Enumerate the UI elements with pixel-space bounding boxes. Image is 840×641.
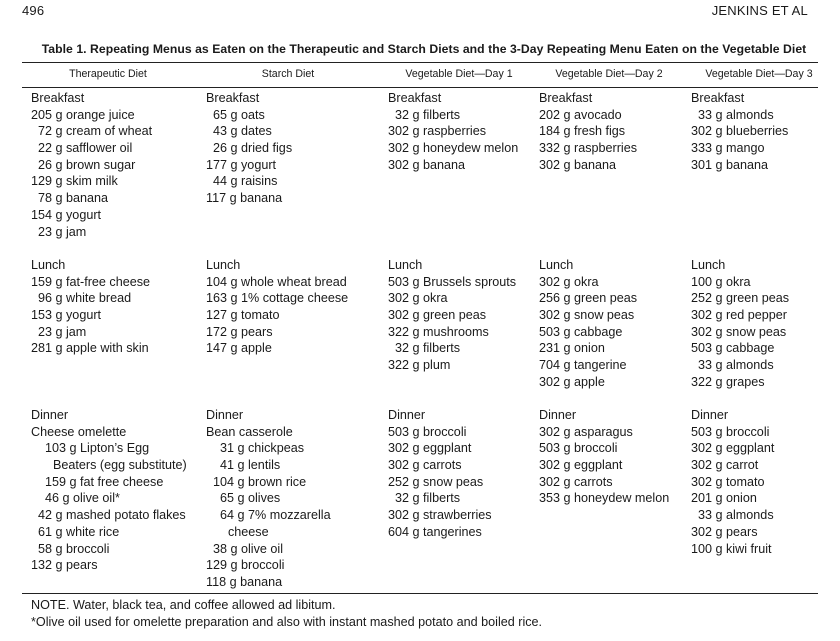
column-header-starch: Starch Diet (261, 68, 315, 80)
menu-item: 302 g asparagus (539, 424, 633, 439)
menu-item: 129 g skim milk (31, 174, 118, 189)
menu-item: 503 g broccoli (539, 441, 618, 456)
meal-heading: Dinner (388, 408, 426, 422)
table-footnote: *Olive oil used for omelette preparation and also with instant mashed potato and boiled rice. (31, 615, 543, 629)
table-top-rule (22, 62, 818, 63)
menu-item: 302 g snow peas (691, 324, 787, 339)
menu-item: 33 g almonds (698, 107, 774, 122)
menu-item: 64 g 7% mozzarella (220, 508, 331, 523)
menu-item: 302 g banana (539, 157, 617, 172)
menu-item: 32 g filberts (395, 107, 461, 122)
table-note: NOTE. Water, black tea, and coffee allowed ad libitum. (31, 598, 336, 612)
menu-item: 32 g filberts (395, 491, 461, 506)
menu-item: 42 g mashed potato flakes (38, 508, 186, 523)
menu-item: 503 g cabbage (691, 341, 775, 356)
menu-item: 503 g cabbage (539, 324, 623, 339)
table-bottom-rule (22, 593, 818, 594)
meal-heading: Lunch (691, 258, 726, 272)
table-header-row (0, 68, 840, 84)
menu-item: 201 g onion (691, 491, 757, 506)
meal-heading: Lunch (388, 258, 423, 272)
breakfast-section (691, 90, 788, 173)
menu-item: 132 g pears (31, 558, 98, 573)
menu-item: 96 g white bread (38, 291, 132, 306)
menu-item: 302 g blueberries (691, 124, 789, 139)
menu-item: 302 g carrots (539, 474, 613, 489)
menu-item: 43 g dates (213, 124, 272, 139)
menu-item: 61 g white rice (38, 524, 120, 539)
running-head-authors: JENKINS ET AL (711, 3, 808, 18)
menu-item: 353 g honeydew melon (539, 491, 670, 506)
menu-item: 118 g banana (206, 574, 283, 589)
menu-item: 22 g safflower oil (38, 141, 133, 156)
menu-item: 78 g banana (38, 191, 109, 206)
menu-item: 302 g carrot (691, 458, 759, 473)
dinner-section (691, 407, 774, 557)
menu-item: 302 g pears (691, 524, 758, 539)
menu-item: Beaters (egg substitute) (53, 458, 187, 473)
menu-item: 503 g broccoli (388, 424, 467, 439)
dinner-section (539, 407, 669, 507)
menu-item: cheese (228, 524, 269, 539)
meal-heading: Breakfast (206, 91, 260, 105)
menu-item: 704 g tangerine (539, 358, 627, 373)
menu-item: 302 g raspberries (388, 124, 487, 139)
menu-item: 332 g raspberries (539, 141, 638, 156)
column-header-therapeutic: Therapeutic Diet (69, 68, 147, 80)
column-header-vegetable-day2: Vegetable Diet—Day 2 (555, 68, 663, 80)
menu-item: 302 g eggplant (539, 458, 623, 473)
menu-item: 231 g onion (539, 341, 605, 356)
menu-item: 302 g strawberries (388, 508, 492, 523)
menu-item: 205 g orange juice (31, 107, 135, 122)
menu-item: 41 g lentils (220, 458, 281, 473)
menu-item: 302 g honeydew melon (388, 141, 519, 156)
breakfast-section (539, 90, 637, 173)
meal-heading: Dinner (31, 408, 69, 422)
menu-item: 163 g 1% cottage cheese (206, 291, 349, 306)
menu-item: Bean casserole (206, 424, 293, 439)
menu-item: 172 g pears (206, 324, 273, 339)
menu-item: 32 g filberts (395, 341, 461, 356)
menu-item: 604 g tangerines (388, 524, 482, 539)
menu-item: 104 g whole wheat bread (206, 274, 347, 289)
menu-item: 44 g raisins (213, 174, 278, 189)
dinner-section (388, 407, 492, 541)
meal-heading: Breakfast (388, 91, 442, 105)
breakfast-section (31, 90, 152, 240)
breakfast-section (206, 90, 292, 207)
meal-heading: Lunch (206, 258, 241, 272)
menu-item: 184 g fresh figs (539, 124, 626, 139)
menu-item: Cheese omelette (31, 424, 127, 439)
lunch-section (691, 257, 789, 391)
menu-item: 302 g apple (539, 374, 605, 389)
menu-item: 202 g avocado (539, 107, 622, 122)
menu-item: 104 g brown rice (213, 474, 307, 489)
meal-heading: Dinner (539, 408, 577, 422)
running-head (0, 3, 840, 21)
menu-item: 100 g okra (691, 274, 751, 289)
menu-item: 302 g eggplant (691, 441, 775, 456)
menu-item: 23 g jam (38, 224, 87, 239)
menu-item: 159 g fat free cheese (45, 474, 164, 489)
menu-item: 103 g Lipton’s Egg (45, 441, 150, 456)
menu-item: 281 g apple with skin (31, 341, 149, 356)
menu-item: 33 g almonds (698, 358, 774, 373)
menu-item: 503 g broccoli (691, 424, 770, 439)
table-caption: Table 1. Repeating Menus as Eaten on the Therapeutic and Starch Diets and the 3-Day Repeating Menu Eaten on the Vegetable Diet (41, 42, 807, 56)
menu-item: 127 g tomato (206, 308, 280, 323)
menu-item: 31 g chickpeas (220, 441, 305, 456)
meal-heading: Lunch (31, 258, 66, 272)
meal-heading: Breakfast (31, 91, 85, 105)
table-header-rule (22, 87, 818, 88)
menu-item: 302 g carrots (388, 458, 462, 473)
column-header-vegetable-day1: Vegetable Diet—Day 1 (405, 68, 513, 80)
menu-item: 153 g yogurt (31, 308, 102, 323)
menu-item: 26 g dried figs (213, 141, 293, 156)
menu-item: 322 g mushrooms (388, 324, 489, 339)
dinner-section (31, 407, 187, 574)
lunch-section (206, 257, 348, 357)
menu-item: 503 g Brussels sprouts (388, 274, 517, 289)
meal-heading: Breakfast (691, 91, 745, 105)
page-number: 496 (22, 3, 45, 18)
column-header-vegetable-day3: Vegetable Diet—Day 3 (705, 68, 813, 80)
menu-item: 302 g banana (388, 157, 466, 172)
menu-item: 159 g fat-free cheese (31, 274, 151, 289)
breakfast-section (388, 90, 518, 173)
table-notes (31, 597, 542, 631)
menu-item: 302 g okra (539, 274, 599, 289)
menu-item: 46 g olive oil* (45, 491, 120, 506)
meal-heading: Breakfast (539, 91, 593, 105)
menu-item: 256 g green peas (539, 291, 638, 306)
menu-item: 147 g apple (206, 341, 272, 356)
menu-item: 38 g olive oil (213, 541, 284, 556)
menu-item: 252 g snow peas (388, 474, 484, 489)
meal-heading: Dinner (206, 408, 244, 422)
menu-item: 117 g banana (206, 191, 283, 206)
menu-item: 302 g red pepper (691, 308, 787, 323)
menu-item: 322 g plum (388, 358, 451, 373)
lunch-section (539, 257, 637, 391)
meal-heading: Lunch (539, 258, 574, 272)
menu-item: 100 g kiwi fruit (691, 541, 772, 556)
menu-item: 301 g banana (691, 157, 769, 172)
menu-item: 154 g yogurt (31, 207, 102, 222)
dinner-section (206, 407, 331, 591)
menu-item: 177 g yogurt (206, 157, 277, 172)
menu-item: 129 g broccoli (206, 558, 285, 573)
menu-item: 33 g almonds (698, 508, 774, 523)
menu-item: 302 g eggplant (388, 441, 472, 456)
menu-item: 252 g green peas (691, 291, 790, 306)
menu-item: 26 g brown sugar (38, 157, 136, 172)
menu-item: 65 g olives (220, 491, 281, 506)
meal-heading: Dinner (691, 408, 729, 422)
menu-item: 58 g broccoli (38, 541, 110, 556)
menu-item: 72 g cream of wheat (38, 124, 153, 139)
menu-item: 65 g oats (213, 107, 265, 122)
lunch-section (31, 257, 150, 357)
menu-item: 322 g grapes (691, 374, 765, 389)
lunch-section (388, 257, 516, 374)
menu-item: 302 g snow peas (539, 308, 635, 323)
menu-item: 333 g mango (691, 141, 765, 156)
menu-item: 302 g okra (388, 291, 448, 306)
menu-item: 302 g tomato (691, 474, 765, 489)
menu-item: 302 g green peas (388, 308, 487, 323)
menu-item: 23 g jam (38, 324, 87, 339)
